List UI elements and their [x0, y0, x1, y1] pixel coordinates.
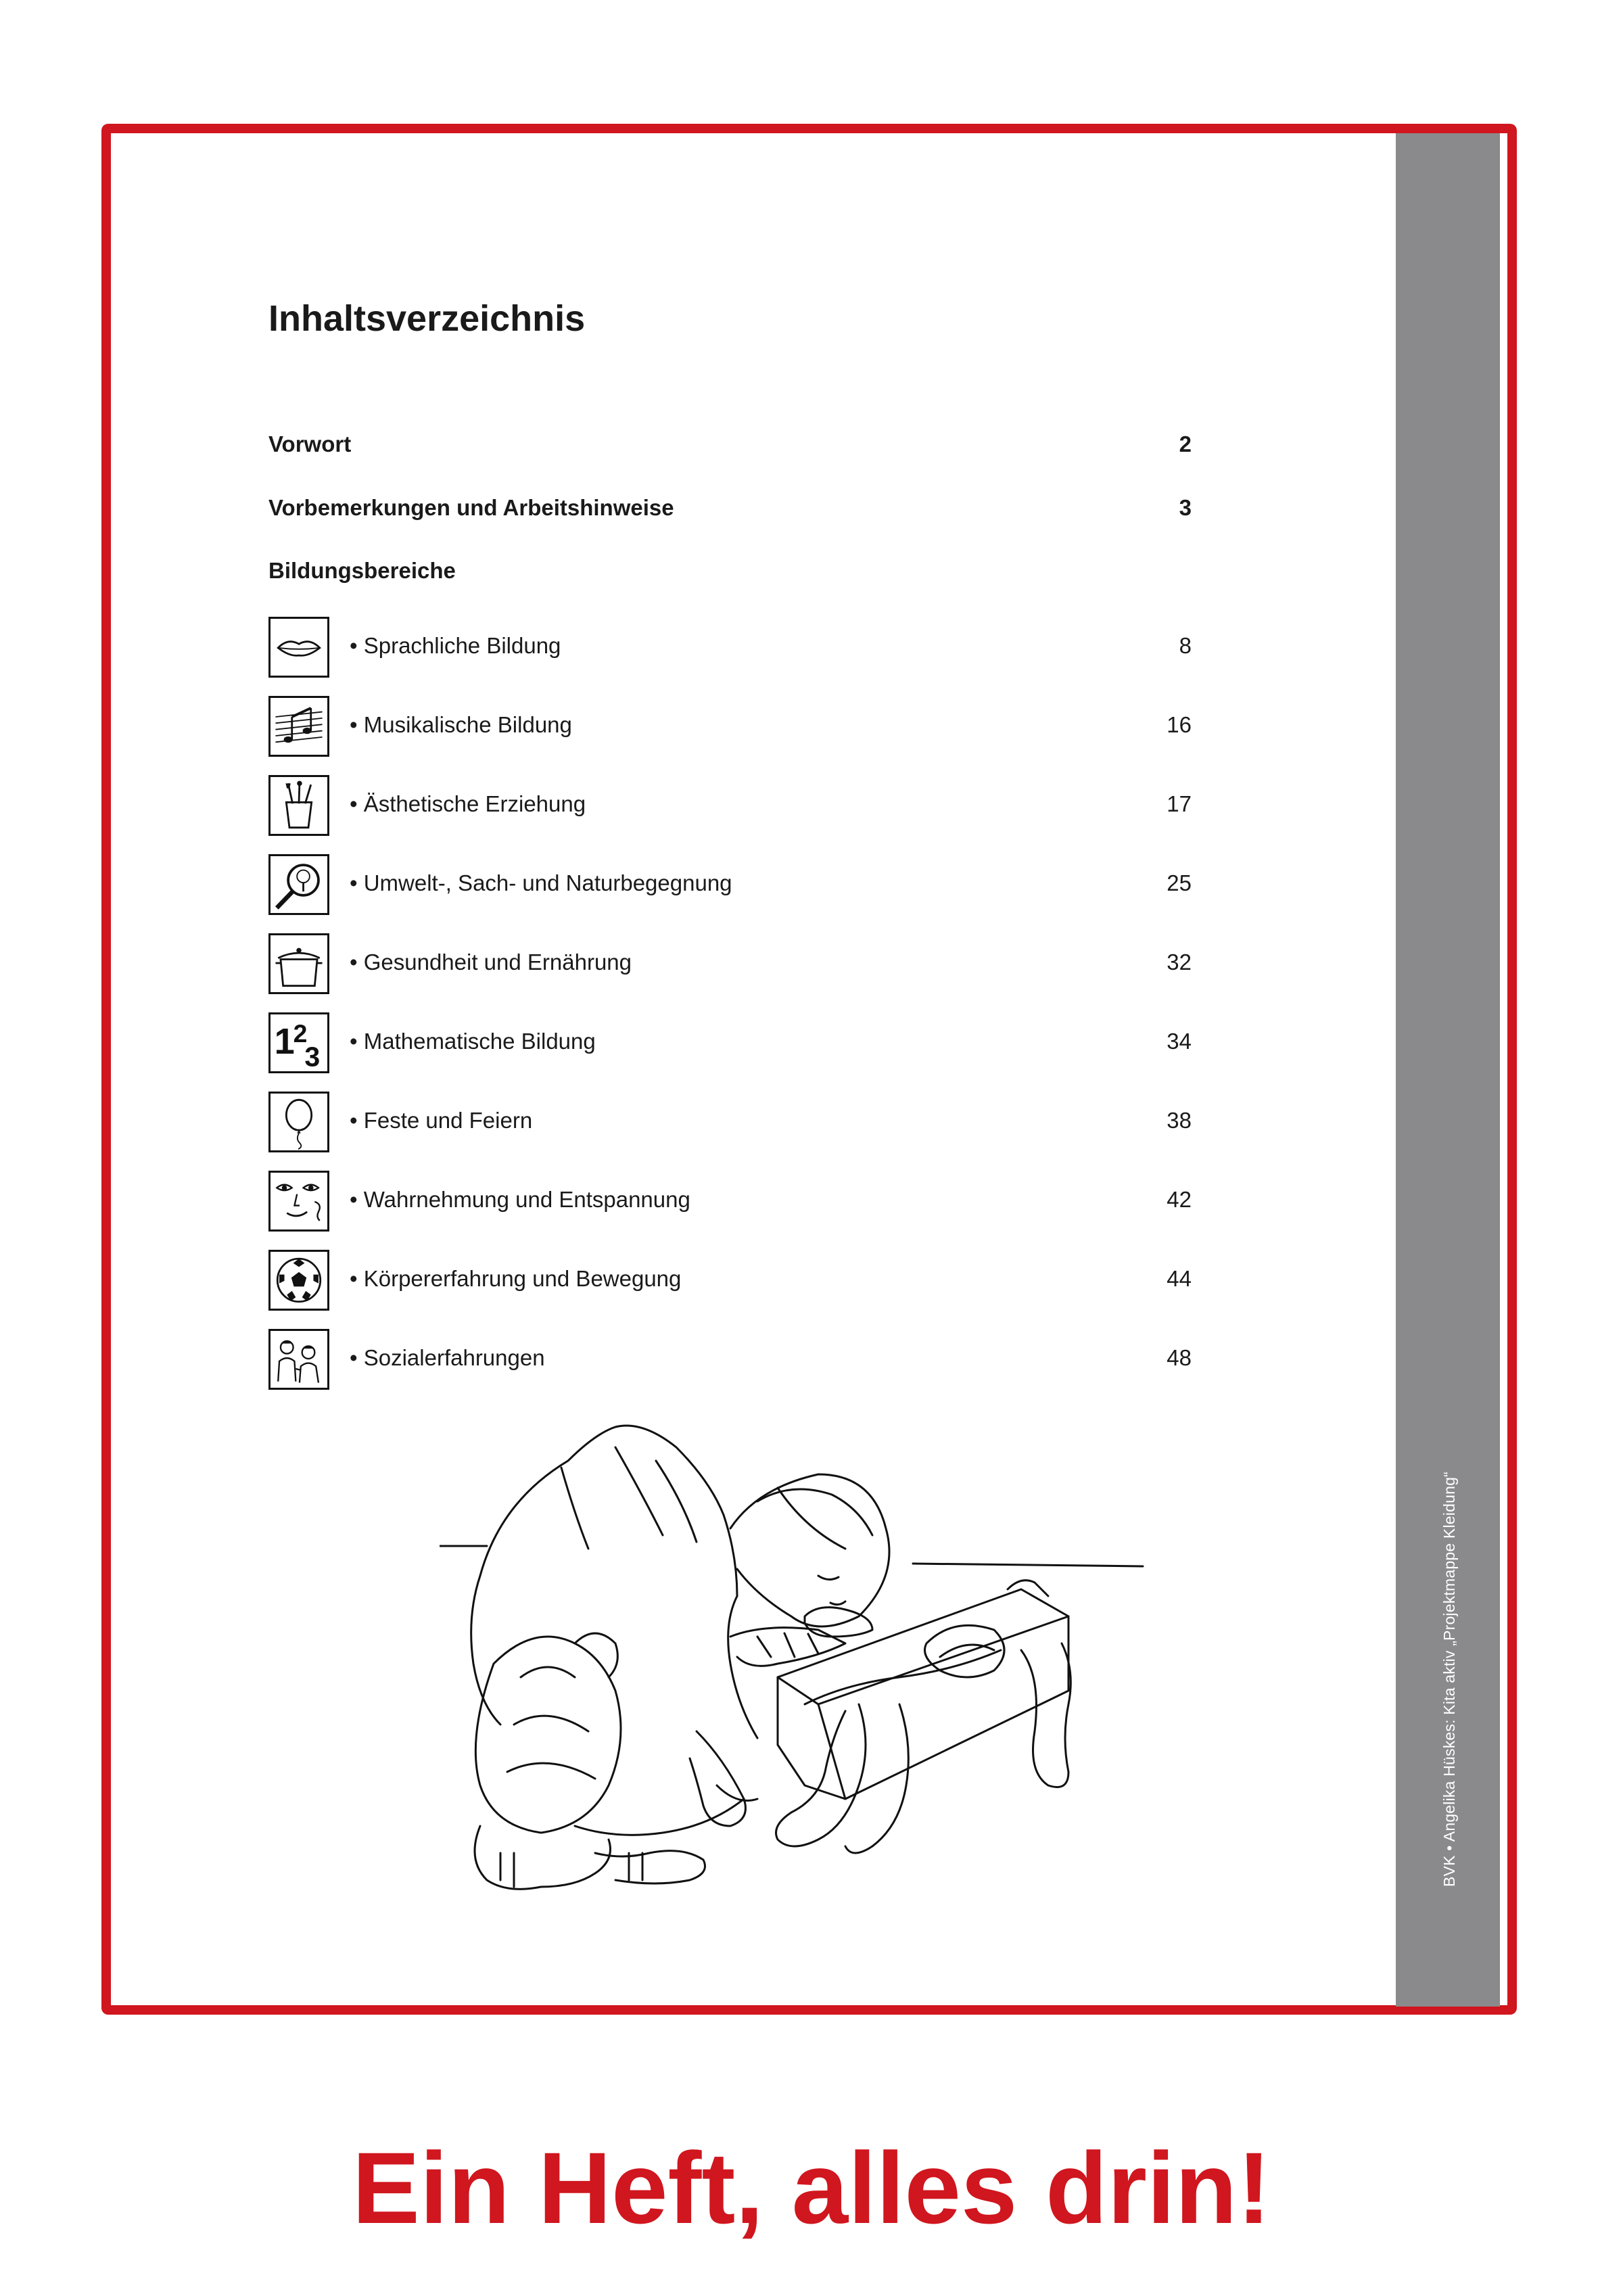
toc-sub-wahrnehmung-entspannung	[268, 1171, 1192, 1236]
toc-entry-label: Bildungsbereiche	[268, 558, 456, 583]
toc-entry-bildungsbereiche	[268, 558, 1192, 585]
numbers-123-icon	[268, 1012, 329, 1073]
music-notes-icon	[268, 696, 329, 757]
face-senses-icon	[268, 1171, 329, 1232]
svg-text:3: 3	[304, 1041, 321, 1071]
toc-sub-aesthetische-erziehung	[268, 775, 1192, 840]
toc-sub-label: • Sozialerfahrungen	[350, 1345, 545, 1370]
football-icon	[268, 1250, 329, 1311]
toc-sub-sozialerfahrungen	[268, 1329, 1192, 1394]
toc-entry-vorwort	[268, 431, 1192, 459]
toc-entry-page: 3	[1179, 495, 1192, 520]
brush-cup-icon	[268, 775, 329, 836]
toc-sub-label: • Mathematische Bildung	[350, 1029, 596, 1054]
toc-sub-sprachliche-bildung	[268, 617, 1192, 682]
toc-sub-label: • Wahrnehmung und Entspannung	[350, 1187, 690, 1212]
toc-sub-page: 38	[1167, 1108, 1192, 1133]
toc-sub-page: 8	[1179, 633, 1192, 658]
slogan: Ein Heft, alles drin!	[352, 2131, 1271, 2245]
sidebar-credit: BVK • Angelika Hüskes: Kita aktiv „Projektmappe Kleidung“	[1440, 1472, 1458, 1887]
toc-entry-label: Vorwort	[268, 431, 352, 456]
toc-sub-koerpererfahrung-bewegung	[268, 1250, 1192, 1315]
toc-entry-label: Vorbemerkungen und Arbeitshinweise	[268, 495, 674, 520]
toc-sub-page: 42	[1167, 1187, 1192, 1212]
balloon-icon	[268, 1092, 329, 1152]
cooking-pot-icon	[268, 933, 329, 994]
toc-sub-mathematische-bildung	[268, 1012, 1192, 1077]
toc-entry-page: 2	[1179, 431, 1192, 456]
toc-title: Inhaltsverzeichnis	[268, 298, 586, 339]
magnifier-tree-icon	[268, 854, 329, 915]
svg-text:2: 2	[293, 1019, 308, 1048]
children-group-icon	[268, 1329, 329, 1390]
toc-sub-page: 32	[1167, 950, 1192, 975]
mouth-icon	[268, 617, 329, 678]
toc-sub-feste-feiern	[268, 1092, 1192, 1156]
toc-sub-label: • Sprachliche Bildung	[350, 633, 561, 658]
toc-sub-page: 16	[1167, 712, 1192, 737]
toc-sub-page: 44	[1167, 1266, 1192, 1291]
toc-sub-page: 34	[1167, 1029, 1192, 1054]
toc-sub-label: • Ästhetische Erziehung	[350, 791, 586, 816]
toc-sub-label: • Gesundheit und Ernährung	[350, 950, 632, 975]
toc-sub-gesundheit-ernaehrung	[268, 933, 1192, 998]
toc-sub-label: • Körpererfahrung und Bewegung	[350, 1266, 682, 1291]
toc-entry-vorbemerkungen	[268, 495, 1192, 522]
toc-sub-page: 25	[1167, 870, 1192, 895]
svg-text:1: 1	[274, 1021, 295, 1062]
toc-sub-label: • Umwelt-, Sach- und Naturbegegnung	[350, 870, 732, 895]
toc-sub-page: 17	[1167, 791, 1192, 816]
toc-sub-umwelt-sach-natur	[268, 854, 1192, 919]
toc-sub-page: 48	[1167, 1345, 1192, 1370]
toc-sub-label: • Musikalische Bildung	[350, 712, 572, 737]
toc-sub-label: • Feste und Feiern	[350, 1108, 533, 1133]
toc-sub-musikalische-bildung	[268, 696, 1192, 761]
child-packing-clothes-illustration	[440, 1420, 1150, 1907]
